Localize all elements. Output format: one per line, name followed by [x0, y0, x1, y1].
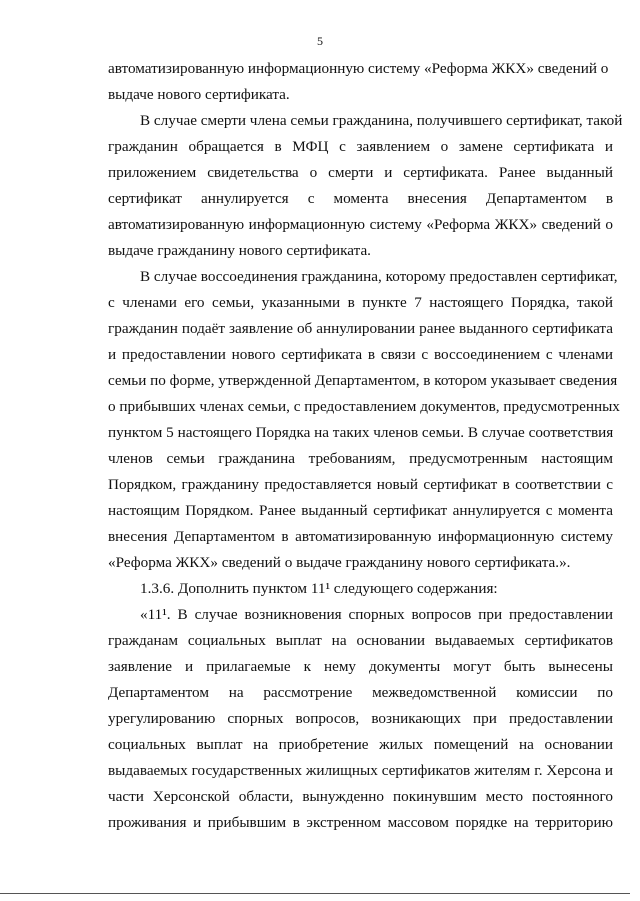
text-line: и предоставлении нового сертификата в связи с воссоединением с членами [108, 346, 613, 363]
text-line: о прибывших членах семьи, с предоставлением документов, предусмотренных [108, 398, 620, 415]
paragraph-first-line: В случае воссоединения гражданина, которому предоставлен сертификат, [140, 268, 618, 285]
text-line: выдаваемых государственных жилищных сертификатов жителям г. Херсона и [108, 762, 613, 779]
text-line: выдаче нового сертификата. [108, 86, 290, 103]
text-line: членов семьи гражданина требованиям, предусмотренным настоящим [108, 450, 613, 467]
page-bottom-edge [0, 893, 630, 894]
text-line: заявление и прилагаемые к нему документы могут быть вынесены [108, 658, 613, 675]
text-line: приложением свидетельства о смерти и сертификата. Ранее выданный [108, 164, 613, 181]
paragraph-first-line: «11¹. В случае возникновения спорных вопросов при предоставлении [140, 606, 613, 623]
text-line: с членами его семьи, указанными в пункте 7 настоящего Порядка, такой [108, 294, 613, 311]
text-line: урегулированию спорных вопросов, возникающих при предоставлении [108, 710, 613, 727]
text-line: гражданин подаёт заявление об аннулировании ранее выданного сертификата [108, 320, 613, 337]
text-line: проживания и прибывшим в экстренном массовом порядке на территорию [108, 814, 613, 831]
text-line: Департаментом на рассмотрение межведомственной комиссии по [108, 684, 613, 701]
text-line: сертификат аннулируется с момента внесения Департаментом в [108, 190, 613, 207]
text-line: Порядком, гражданину предоставляется новый сертификат в соответствии с [108, 476, 613, 493]
text-line: пунктом 5 настоящего Порядка на таких членов семьи. В случае соответствия [108, 424, 614, 441]
text-line: настоящим Порядком. Ранее выданный сертификат аннулируется с момента [108, 502, 613, 519]
text-line: внесения Департаментом в автоматизированную информационную систему [108, 528, 613, 545]
text-line: автоматизированную информационную систему «Реформа ЖКХ» сведений о [108, 60, 609, 77]
text-line: «Реформа ЖКХ» сведений о выдаче гражданину нового сертификата.». [108, 554, 571, 571]
text-line: семьи по форме, утвержденной Департаментом, в котором указывает сведения [108, 372, 618, 389]
text-line: гражданам социальных выплат на основании выдаваемых сертификатов [108, 632, 613, 649]
text-line: автоматизированную информационную систему «Реформа ЖКХ» сведений о [108, 216, 613, 233]
paragraph-first-line: В случае смерти члена семьи гражданина, получившего сертификат, такой [140, 112, 623, 129]
text-line: выдаче гражданину нового сертификата. [108, 242, 371, 259]
text-line: социальных выплат на приобретение жилых помещений на основании [108, 736, 613, 753]
text-line: части Херсонской области, вынужденно покинувшим место постоянного [108, 788, 613, 805]
page-number: 5 [317, 34, 323, 48]
clause-heading: 1.3.6. Дополнить пунктом 11¹ следующего содержания: [140, 580, 498, 597]
text-line: гражданин обращается в МФЦ с заявлением о замене сертификата и [108, 138, 613, 155]
